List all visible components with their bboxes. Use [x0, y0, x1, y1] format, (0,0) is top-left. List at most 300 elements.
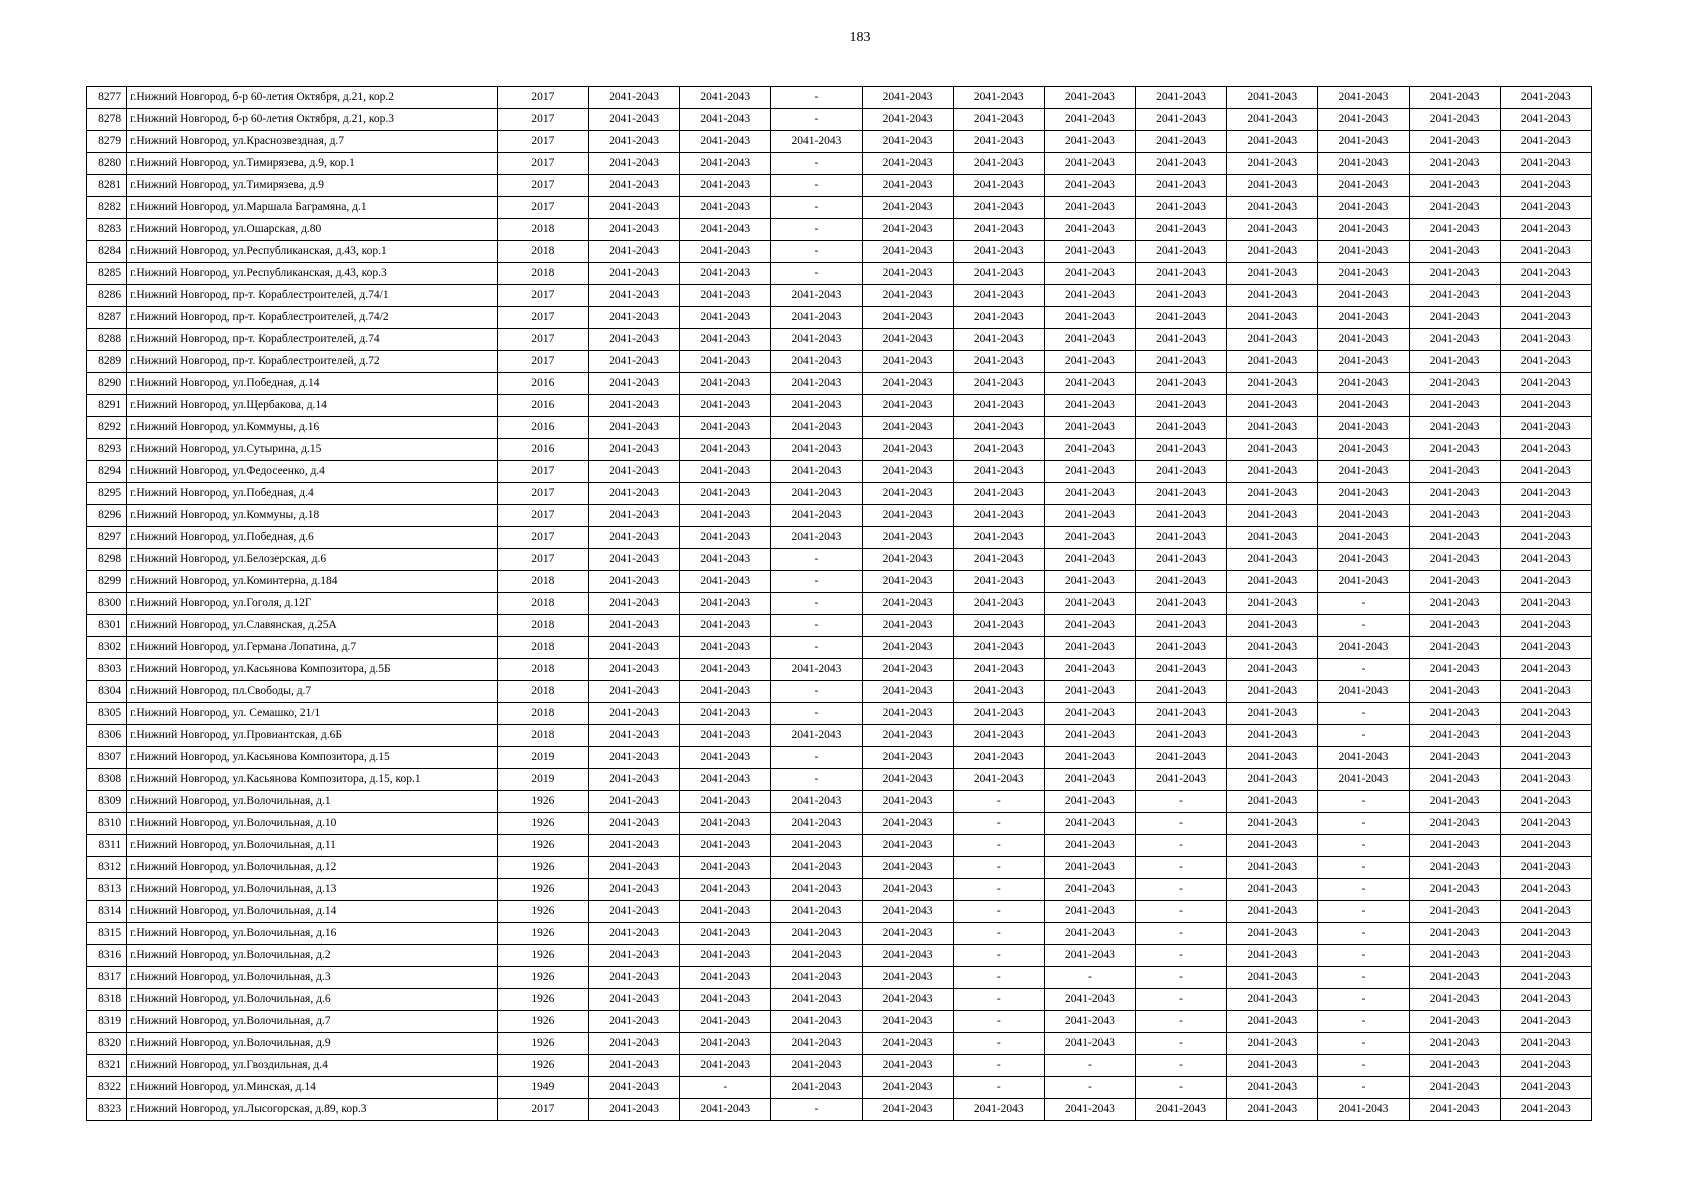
period-cell: 2041-2043 — [1044, 461, 1135, 483]
period-cell: 2041-2043 — [1227, 373, 1318, 395]
year-cell: 2018 — [497, 263, 588, 285]
address-cell: г.Нижний Новгород, ул.Победная, д.14 — [127, 373, 498, 395]
address-cell: г.Нижний Новгород, ул.Провиантская, д.6Б — [127, 725, 498, 747]
year-cell: 2017 — [497, 153, 588, 175]
period-cell: 2041-2043 — [1227, 527, 1318, 549]
period-cell: 2041-2043 — [1227, 505, 1318, 527]
address-cell: г.Нижний Новгород, ул.Коминтерна, д.184 — [127, 571, 498, 593]
table-row — [87, 747, 1592, 769]
period-cell: 2041-2043 — [1227, 747, 1318, 769]
year-cell: 1926 — [497, 1055, 588, 1077]
period-cell: - — [953, 879, 1044, 901]
year-cell: 2017 — [497, 197, 588, 219]
period-cell: 2041-2043 — [1409, 989, 1500, 1011]
year-cell: 2017 — [497, 131, 588, 153]
period-cell: 2041-2043 — [1500, 417, 1591, 439]
period-cell: - — [1318, 1055, 1409, 1077]
period-cell: 2041-2043 — [588, 945, 679, 967]
period-cell: 2041-2043 — [771, 945, 862, 967]
period-cell: 2041-2043 — [771, 307, 862, 329]
row-number-cell: 8278 — [87, 109, 127, 131]
year-cell: 1926 — [497, 945, 588, 967]
period-cell: 2041-2043 — [1318, 153, 1409, 175]
period-cell: 2041-2043 — [680, 87, 771, 109]
period-cell: - — [1136, 835, 1227, 857]
period-cell: 2041-2043 — [1044, 879, 1135, 901]
period-cell: 2041-2043 — [1044, 571, 1135, 593]
period-cell: 2041-2043 — [1227, 1077, 1318, 1099]
period-cell: 2041-2043 — [680, 549, 771, 571]
period-cell: 2041-2043 — [680, 989, 771, 1011]
period-cell: 2041-2043 — [588, 417, 679, 439]
table-row — [87, 659, 1592, 681]
period-cell: - — [1318, 725, 1409, 747]
period-cell: 2041-2043 — [1409, 527, 1500, 549]
period-cell: 2041-2043 — [1500, 923, 1591, 945]
period-cell: 2041-2043 — [1136, 263, 1227, 285]
period-cell: - — [953, 813, 1044, 835]
period-cell: 2041-2043 — [953, 769, 1044, 791]
period-cell: 2041-2043 — [1227, 439, 1318, 461]
period-cell: 2041-2043 — [1500, 747, 1591, 769]
period-cell: 2041-2043 — [862, 109, 953, 131]
period-cell: 2041-2043 — [771, 373, 862, 395]
period-cell: 2041-2043 — [588, 241, 679, 263]
period-cell: 2041-2043 — [953, 681, 1044, 703]
row-number-cell: 8288 — [87, 329, 127, 351]
period-cell: 2041-2043 — [1500, 813, 1591, 835]
period-cell: 2041-2043 — [953, 219, 1044, 241]
year-cell: 1926 — [497, 1011, 588, 1033]
period-cell: - — [771, 615, 862, 637]
period-cell: 2041-2043 — [1136, 747, 1227, 769]
period-cell: 2041-2043 — [771, 923, 862, 945]
period-cell: 2041-2043 — [953, 483, 1044, 505]
period-cell: 2041-2043 — [1318, 571, 1409, 593]
period-cell: 2041-2043 — [953, 175, 1044, 197]
period-cell: 2041-2043 — [1500, 175, 1591, 197]
period-cell: 2041-2043 — [680, 285, 771, 307]
period-cell: 2041-2043 — [862, 549, 953, 571]
period-cell: 2041-2043 — [680, 1033, 771, 1055]
period-cell: 2041-2043 — [1227, 813, 1318, 835]
table-row — [87, 857, 1592, 879]
period-cell: 2041-2043 — [1409, 923, 1500, 945]
period-cell: 2041-2043 — [1409, 681, 1500, 703]
period-cell: - — [1318, 615, 1409, 637]
period-cell: 2041-2043 — [1318, 549, 1409, 571]
row-number-cell: 8316 — [87, 945, 127, 967]
row-number-cell: 8281 — [87, 175, 127, 197]
period-cell: 2041-2043 — [1500, 703, 1591, 725]
period-cell: 2041-2043 — [771, 461, 862, 483]
period-cell: - — [771, 197, 862, 219]
row-number-cell: 8279 — [87, 131, 127, 153]
period-cell: 2041-2043 — [862, 769, 953, 791]
period-cell: 2041-2043 — [1044, 681, 1135, 703]
period-cell: 2041-2043 — [1227, 241, 1318, 263]
table-row — [87, 417, 1592, 439]
period-cell: 2041-2043 — [862, 703, 953, 725]
period-cell: 2041-2043 — [1044, 1033, 1135, 1055]
period-cell: 2041-2043 — [588, 1099, 679, 1121]
period-cell: 2041-2043 — [1500, 681, 1591, 703]
period-cell: - — [953, 989, 1044, 1011]
period-cell: - — [771, 681, 862, 703]
period-cell: 2041-2043 — [1044, 659, 1135, 681]
period-cell: 2041-2043 — [862, 615, 953, 637]
period-cell: - — [1318, 923, 1409, 945]
period-cell: - — [1318, 857, 1409, 879]
address-cell: г.Нижний Новгород, ул.Краснозвездная, д.7 — [127, 131, 498, 153]
period-cell: 2041-2043 — [1409, 263, 1500, 285]
period-cell: 2041-2043 — [1227, 769, 1318, 791]
period-cell: 2041-2043 — [1136, 483, 1227, 505]
address-cell: г.Нижний Новгород, ул.Тимирязева, д.9, кор.1 — [127, 153, 498, 175]
period-cell: - — [953, 967, 1044, 989]
period-cell: 2041-2043 — [588, 175, 679, 197]
year-cell: 2017 — [497, 527, 588, 549]
period-cell: 2041-2043 — [1136, 505, 1227, 527]
period-cell: 2041-2043 — [771, 725, 862, 747]
table-row — [87, 989, 1592, 1011]
year-cell: 2018 — [497, 219, 588, 241]
year-cell: 1926 — [497, 835, 588, 857]
period-cell: 2041-2043 — [1136, 769, 1227, 791]
year-cell: 1926 — [497, 1033, 588, 1055]
period-cell: 2041-2043 — [1318, 681, 1409, 703]
table-row — [87, 351, 1592, 373]
period-cell: - — [953, 791, 1044, 813]
period-cell: 2041-2043 — [588, 461, 679, 483]
period-cell: 2041-2043 — [588, 857, 679, 879]
period-cell: - — [1318, 967, 1409, 989]
table-row — [87, 109, 1592, 131]
row-number-cell: 8295 — [87, 483, 127, 505]
period-cell: - — [1318, 901, 1409, 923]
period-cell: - — [771, 109, 862, 131]
table-row — [87, 505, 1592, 527]
period-cell: 2041-2043 — [771, 967, 862, 989]
period-cell: - — [953, 1077, 1044, 1099]
period-cell: 2041-2043 — [1227, 989, 1318, 1011]
period-cell: 2041-2043 — [680, 439, 771, 461]
period-cell: - — [953, 901, 1044, 923]
period-cell: - — [1318, 703, 1409, 725]
period-cell: 2041-2043 — [1227, 197, 1318, 219]
period-cell: - — [1136, 967, 1227, 989]
period-cell: 2041-2043 — [862, 923, 953, 945]
address-cell: г.Нижний Новгород, ул.Белозерская, д.6 — [127, 549, 498, 571]
row-number-cell: 8315 — [87, 923, 127, 945]
period-cell: 2041-2043 — [953, 571, 1044, 593]
period-cell: 2041-2043 — [680, 835, 771, 857]
period-cell: - — [1136, 791, 1227, 813]
period-cell: 2041-2043 — [862, 285, 953, 307]
period-cell: 2041-2043 — [680, 1011, 771, 1033]
address-cell: г.Нижний Новгород, ул.Волочильная, д.2 — [127, 945, 498, 967]
period-cell: - — [771, 175, 862, 197]
year-cell: 2016 — [497, 395, 588, 417]
period-cell: 2041-2043 — [1318, 175, 1409, 197]
table-row — [87, 219, 1592, 241]
period-cell: 2041-2043 — [1318, 747, 1409, 769]
year-cell: 2016 — [497, 373, 588, 395]
period-cell: 2041-2043 — [1500, 263, 1591, 285]
period-cell: 2041-2043 — [588, 439, 679, 461]
period-cell: 2041-2043 — [862, 307, 953, 329]
period-cell: 2041-2043 — [1044, 593, 1135, 615]
period-cell: 2041-2043 — [953, 373, 1044, 395]
period-cell: 2041-2043 — [588, 571, 679, 593]
period-cell: 2041-2043 — [1227, 725, 1318, 747]
period-cell: 2041-2043 — [1500, 1077, 1591, 1099]
year-cell: 2018 — [497, 615, 588, 637]
period-cell: 2041-2043 — [1318, 197, 1409, 219]
period-cell: 2041-2043 — [1044, 725, 1135, 747]
period-cell: 2041-2043 — [1409, 1011, 1500, 1033]
period-cell: 2041-2043 — [953, 153, 1044, 175]
period-cell: 2041-2043 — [862, 813, 953, 835]
year-cell: 2019 — [497, 747, 588, 769]
period-cell: 2041-2043 — [862, 175, 953, 197]
period-cell: - — [771, 153, 862, 175]
period-cell: 2041-2043 — [862, 219, 953, 241]
period-cell: 2041-2043 — [680, 857, 771, 879]
period-cell: 2041-2043 — [1409, 461, 1500, 483]
row-number-cell: 8277 — [87, 87, 127, 109]
period-cell: 2041-2043 — [680, 241, 771, 263]
period-cell: 2041-2043 — [1318, 417, 1409, 439]
period-cell: 2041-2043 — [953, 549, 1044, 571]
period-cell: 2041-2043 — [1136, 439, 1227, 461]
table-row — [87, 373, 1592, 395]
period-cell: 2041-2043 — [680, 637, 771, 659]
period-cell: 2041-2043 — [588, 769, 679, 791]
address-cell: г.Нижний Новгород, ул.Коммуны, д.18 — [127, 505, 498, 527]
period-cell: 2041-2043 — [1227, 681, 1318, 703]
period-cell: 2041-2043 — [1318, 307, 1409, 329]
period-cell: 2041-2043 — [588, 505, 679, 527]
period-cell: 2041-2043 — [680, 505, 771, 527]
period-cell: 2041-2043 — [1044, 769, 1135, 791]
period-cell: 2041-2043 — [680, 703, 771, 725]
address-cell: г.Нижний Новгород, ул.Минская, д.14 — [127, 1077, 498, 1099]
period-cell: 2041-2043 — [771, 395, 862, 417]
period-cell: 2041-2043 — [680, 725, 771, 747]
period-cell: 2041-2043 — [1227, 417, 1318, 439]
period-cell: 2041-2043 — [1227, 593, 1318, 615]
table-row — [87, 945, 1592, 967]
period-cell: - — [1044, 967, 1135, 989]
period-cell: 2041-2043 — [1500, 439, 1591, 461]
address-cell: г.Нижний Новгород, ул.Республиканская, д.43, кор.1 — [127, 241, 498, 263]
period-cell: 2041-2043 — [1136, 285, 1227, 307]
period-cell: 2041-2043 — [588, 219, 679, 241]
period-cell: 2041-2043 — [862, 857, 953, 879]
row-number-cell: 8311 — [87, 835, 127, 857]
period-cell: 2041-2043 — [862, 659, 953, 681]
period-cell: 2041-2043 — [1136, 681, 1227, 703]
period-cell: 2041-2043 — [1500, 241, 1591, 263]
period-cell: 2041-2043 — [680, 1099, 771, 1121]
period-cell: - — [1318, 813, 1409, 835]
period-cell: 2041-2043 — [1409, 879, 1500, 901]
period-cell: - — [771, 571, 862, 593]
year-cell: 2018 — [497, 659, 588, 681]
address-cell: г.Нижний Новгород, ул.Гоголя, д.12Г — [127, 593, 498, 615]
address-cell: г.Нижний Новгород, ул.Волочильная, д.12 — [127, 857, 498, 879]
address-cell: г.Нижний Новгород, ул.Волочильная, д.1 — [127, 791, 498, 813]
period-cell: 2041-2043 — [1136, 87, 1227, 109]
period-cell: 2041-2043 — [771, 329, 862, 351]
row-number-cell: 8299 — [87, 571, 127, 593]
period-cell: 2041-2043 — [1500, 571, 1591, 593]
period-cell: - — [1318, 989, 1409, 1011]
row-number-cell: 8323 — [87, 1099, 127, 1121]
period-cell: 2041-2043 — [1227, 879, 1318, 901]
period-cell: 2041-2043 — [862, 87, 953, 109]
period-cell: 2041-2043 — [588, 747, 679, 769]
period-cell: 2041-2043 — [1409, 439, 1500, 461]
period-cell: 2041-2043 — [1227, 285, 1318, 307]
period-cell: 2041-2043 — [588, 813, 679, 835]
period-cell: 2041-2043 — [1044, 549, 1135, 571]
period-cell: - — [953, 1055, 1044, 1077]
period-cell: 2041-2043 — [1136, 593, 1227, 615]
period-cell: - — [1136, 1033, 1227, 1055]
period-cell: 2041-2043 — [862, 395, 953, 417]
period-cell: 2041-2043 — [1136, 197, 1227, 219]
period-cell: 2041-2043 — [1500, 1055, 1591, 1077]
period-cell: 2041-2043 — [862, 593, 953, 615]
address-cell: г.Нижний Новгород, ул.Волочильная, д.11 — [127, 835, 498, 857]
period-cell: - — [1044, 1077, 1135, 1099]
period-cell: 2041-2043 — [862, 879, 953, 901]
period-cell: 2041-2043 — [1044, 153, 1135, 175]
period-cell: 2041-2043 — [1500, 637, 1591, 659]
address-cell: г.Нижний Новгород, ул.Тимирязева, д.9 — [127, 175, 498, 197]
period-cell: 2041-2043 — [953, 241, 1044, 263]
row-number-cell: 8321 — [87, 1055, 127, 1077]
period-cell: 2041-2043 — [1318, 131, 1409, 153]
period-cell: 2041-2043 — [1227, 703, 1318, 725]
address-cell: г.Нижний Новгород, ул.Сутырина, д.15 — [127, 439, 498, 461]
row-number-cell: 8290 — [87, 373, 127, 395]
period-cell: - — [953, 945, 1044, 967]
row-number-cell: 8308 — [87, 769, 127, 791]
period-cell: 2041-2043 — [588, 989, 679, 1011]
period-cell: 2041-2043 — [1409, 197, 1500, 219]
period-cell: 2041-2043 — [1044, 131, 1135, 153]
table-row — [87, 241, 1592, 263]
period-cell: 2041-2043 — [1044, 527, 1135, 549]
period-cell: 2041-2043 — [1136, 417, 1227, 439]
period-cell: 2041-2043 — [862, 461, 953, 483]
period-cell: 2041-2043 — [1500, 835, 1591, 857]
address-cell: г.Нижний Новгород, пл.Свободы, д.7 — [127, 681, 498, 703]
period-cell: 2041-2043 — [953, 395, 1044, 417]
period-cell: 2041-2043 — [1318, 439, 1409, 461]
year-cell: 2018 — [497, 593, 588, 615]
period-cell: 2041-2043 — [1500, 1099, 1591, 1121]
row-number-cell: 8318 — [87, 989, 127, 1011]
period-cell: 2041-2043 — [1227, 461, 1318, 483]
period-cell: 2041-2043 — [1136, 153, 1227, 175]
year-cell: 2018 — [497, 637, 588, 659]
row-number-cell: 8301 — [87, 615, 127, 637]
year-cell: 2017 — [497, 307, 588, 329]
row-number-cell: 8284 — [87, 241, 127, 263]
period-cell: 2041-2043 — [1136, 549, 1227, 571]
period-cell: 2041-2043 — [1500, 87, 1591, 109]
address-cell: г.Нижний Новгород, ул.Ошарская, д.80 — [127, 219, 498, 241]
table-row — [87, 681, 1592, 703]
period-cell: 2041-2043 — [588, 1077, 679, 1099]
table-row — [87, 439, 1592, 461]
year-cell: 2018 — [497, 681, 588, 703]
period-cell: 2041-2043 — [953, 285, 1044, 307]
period-cell: 2041-2043 — [680, 923, 771, 945]
period-cell: 2041-2043 — [1136, 637, 1227, 659]
period-cell: 2041-2043 — [1500, 483, 1591, 505]
period-cell: 2041-2043 — [862, 439, 953, 461]
period-cell: 2041-2043 — [1409, 791, 1500, 813]
period-cell: 2041-2043 — [1409, 329, 1500, 351]
table-row — [87, 1033, 1592, 1055]
period-cell: 2041-2043 — [1227, 87, 1318, 109]
year-cell: 2017 — [497, 505, 588, 527]
period-cell: 2041-2043 — [680, 945, 771, 967]
period-cell: 2041-2043 — [1044, 307, 1135, 329]
address-cell: г.Нижний Новгород, ул. Семашко, 21/1 — [127, 703, 498, 725]
year-cell: 2019 — [497, 769, 588, 791]
period-cell: 2041-2043 — [771, 1011, 862, 1033]
table-row — [87, 703, 1592, 725]
period-cell: 2041-2043 — [771, 901, 862, 923]
period-cell: 2041-2043 — [1044, 417, 1135, 439]
table-row — [87, 901, 1592, 923]
period-cell: - — [1318, 1011, 1409, 1033]
period-cell: - — [1318, 791, 1409, 813]
period-cell: 2041-2043 — [862, 989, 953, 1011]
period-cell: 2041-2043 — [1318, 241, 1409, 263]
period-cell: 2041-2043 — [1500, 373, 1591, 395]
period-cell: 2041-2043 — [680, 263, 771, 285]
table-row — [87, 1099, 1592, 1121]
period-cell: 2041-2043 — [588, 967, 679, 989]
address-cell: г.Нижний Новгород, ул.Волочильная, д.7 — [127, 1011, 498, 1033]
period-cell: 2041-2043 — [1409, 549, 1500, 571]
period-cell: 2041-2043 — [1044, 395, 1135, 417]
period-cell: 2041-2043 — [862, 571, 953, 593]
period-cell: 2041-2043 — [1500, 131, 1591, 153]
period-cell: 2041-2043 — [680, 527, 771, 549]
address-cell: г.Нижний Новгород, ул.Щербакова, д.14 — [127, 395, 498, 417]
period-cell: 2041-2043 — [1136, 373, 1227, 395]
year-cell: 1926 — [497, 879, 588, 901]
period-cell: 2041-2043 — [1227, 1011, 1318, 1033]
period-cell: 2041-2043 — [680, 109, 771, 131]
row-number-cell: 8322 — [87, 1077, 127, 1099]
period-cell: 2041-2043 — [1500, 219, 1591, 241]
period-cell: 2041-2043 — [1318, 373, 1409, 395]
period-cell: 2041-2043 — [953, 197, 1044, 219]
period-cell: 2041-2043 — [1044, 241, 1135, 263]
period-cell: 2041-2043 — [1409, 87, 1500, 109]
period-cell: - — [1318, 659, 1409, 681]
period-cell: 2041-2043 — [953, 637, 1044, 659]
